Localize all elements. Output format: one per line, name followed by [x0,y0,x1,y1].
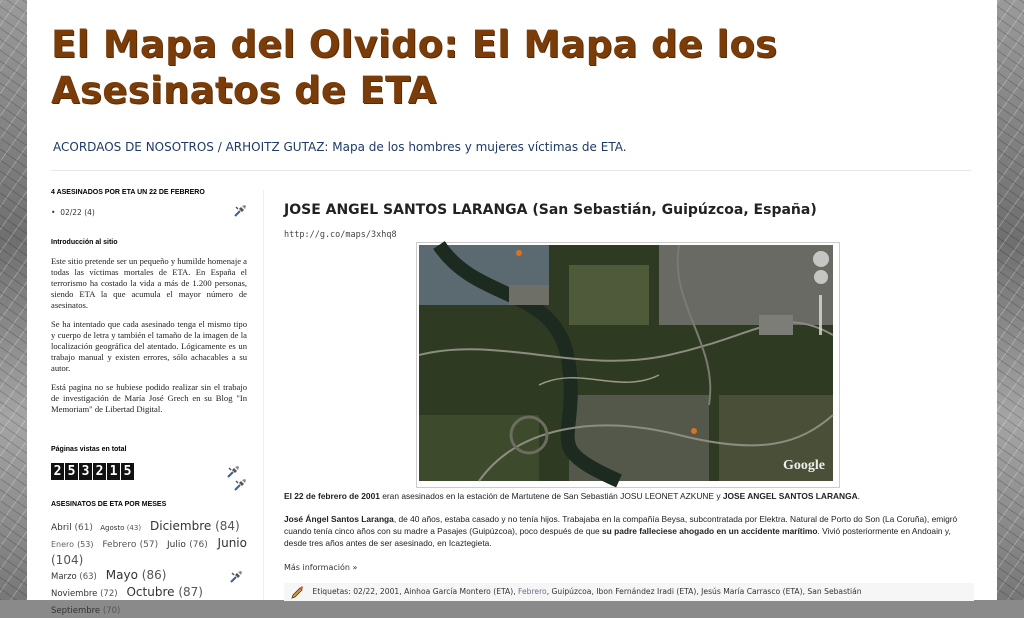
pageview-counter [51,463,247,480]
widget-pageviews-title: Páginas vistas en total [51,446,127,453]
month-link-octubre[interactable]: Octubre (87) [126,585,203,599]
widget-intro-title: Introducción al sitio [51,239,118,246]
label-link[interactable]: Febrero [518,587,547,596]
map-short-link[interactable]: http://g.co/maps/3xhq8 [284,230,397,240]
counter-digit: 3 [79,463,92,480]
widget-feb22-item[interactable] [51,208,95,217]
satellite-map-image[interactable] [419,245,833,481]
post-labels-bar: Etiquetas: 02/22, 2001, Ainhoa García Montero (ETA), Febrero, Guipúzcoa, Ibon Fernández Iradi (ETA), Jesús María Carrasco (ETA), San Sebastián [284,583,974,601]
counter-digit: 1 [107,463,120,480]
month-link-agosto[interactable]: Agosto (43) [100,524,142,532]
edit-widget-icon[interactable] [229,570,243,584]
victim-name: JOSE ANGEL SANTOS LARANGA [722,491,858,501]
label-link[interactable]: 02/22 [353,587,376,596]
blog-description: ACORDAOS DE NOSOTROS / ARHOITZ GUTAZ: Mapa de los hombres y mujeres víctimas de ETA. [53,140,627,154]
label-link[interactable]: Jesús María Carrasco (ETA) [701,587,803,596]
pencil-icon [290,585,304,599]
counter-digit: 2 [51,463,64,480]
widget-pageviews [51,445,247,480]
post-paragraph-1: El 22 de febrero de 2001 eran asesinados en la estación de Martutene de San Sebastián JOSU LEONET AZKUNE y JOSE ANGEL SANTOS LARANGA. [284,491,860,501]
month-link-noviembre[interactable]: Noviembre (72) [51,589,118,599]
edit-widget-icon[interactable] [233,478,247,492]
blog-title[interactable] [51,22,871,114]
bullet: • [51,208,61,217]
blog-title-line1[interactable]: El Mapa del Olvido: El Mapa de los [51,23,778,66]
label-link[interactable]: Guipúzcoa [551,587,592,596]
widget-feb22-title: 4 ASESINADOS POR ETA UN 22 DE FEBRERO [51,189,205,196]
label-link[interactable]: 2001 [379,587,400,596]
widget-feb22-item-label[interactable]: 02/22 (4) [60,208,95,217]
counter-digit: 2 [93,463,106,480]
post-paragraph-2: José Ángel Santos Laranga, de 40 años, estaba casado y no tenía hijos. Trabajaba en la compañía Beysa, subcontratada por Elektra. Natural de Porto do Son (La Coruña), emigró cuando tenía cinco años con su madre a Pasajes (Guipúzcoa), poco después de que su padre falleciese ahogado en un accidente marítimo. Vivió posteriormente en Andoain y, desde tres años antes de ser asesinado, en Icaztegieta. [284,514,958,548]
counter-digit: 5 [65,463,78,480]
header-divider [51,170,971,171]
widget-intro [51,238,247,415]
label-link[interactable]: Ainhoa García Montero (ETA) [404,587,514,596]
background-map-right [997,0,1024,600]
month-link-enero[interactable]: Enero (53) [51,540,94,549]
widget-months-title: ASESINATOS DE ETA POR MESES [51,501,167,508]
intro-paragraph-2: Se ha intentado que cada asesinado tenga el mismo tipo y cuerpo de letra y también el tamaño de la imagen de la localización geográfica del atentado. Lógicamente es un trabajo manual y existen errores, sólo achacables a su autor. [51,319,247,373]
post-title[interactable]: JOSE ANGEL SANTOS LARANGA (San Sebastián, Guipúzcoa, España) [284,202,817,218]
intro-paragraph-3: Está pagina no se hubiese podido realizar sin el trabajo de investigación de María José Grech en su Blog "In Memoriam" de Libertad Digital. [51,382,247,414]
label-link[interactable]: Ibon Fernández Iradi (ETA) [596,587,697,596]
month-link-septiembre[interactable]: Septiembre (70) [51,606,121,616]
intro-paragraph-1: Este sitio pretende ser un pequeño y humilde homenaje a todas las víctimas mortales de ETA. En España el terrorismo ha costado la vida a más de 1.200 personas, siendo ETA la que acumula el mayor número de asesinatos. [51,256,247,310]
month-link-febrero[interactable]: Febrero (57) [102,540,159,550]
month-link-mayo[interactable]: Mayo (86) [105,568,167,582]
label-link[interactable]: San Sebastián [807,587,862,596]
edit-widget-icon[interactable] [233,204,247,218]
counter-digit: 5 [121,463,134,480]
background-map-left [0,0,27,600]
month-link-marzo[interactable]: Marzo (63) [51,572,97,582]
map-watermark: Google [783,458,825,473]
map-image-frame[interactable] [416,242,840,488]
more-info-link[interactable]: Más información » [284,563,358,572]
month-link-abril[interactable]: Abril (61) [51,523,93,533]
month-link-julio[interactable]: Julio (76) [167,540,208,550]
satellite-map-graphic [419,245,833,481]
months-label-cloud [51,518,247,618]
victim-name-2: José Ángel Santos Laranga [284,514,394,524]
labels-prefix: Etiquetas: [312,587,351,596]
month-link-diciembre[interactable]: Diciembre (84) [150,519,240,533]
month-link-junio[interactable]: Junio (104) [51,536,247,567]
father-death-note: su padre falleciese ahogado en un accidente marítimo [602,526,818,536]
edit-widget-icon[interactable] [226,465,240,479]
post-date: El 22 de febrero de 2001 [284,491,380,501]
widget-months [51,500,247,618]
blog-title-line2[interactable]: Asesinatos de ETA [51,69,437,112]
widget-feb22 [51,188,247,217]
blog-page [27,0,997,616]
sidebar-divider [263,190,264,600]
